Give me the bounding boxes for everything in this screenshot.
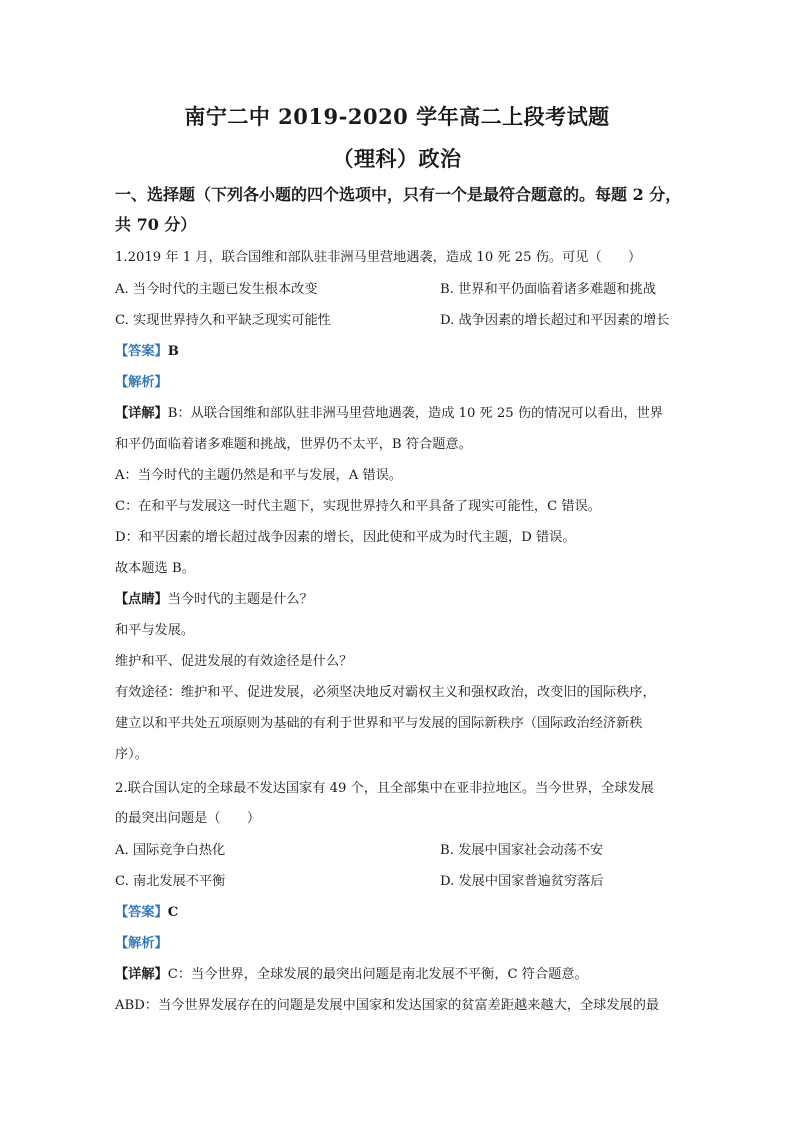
- q1-point-line-4: 有效途径：维护和平、促进发展，必须坚决地反对霸权主义和强权政治，改变旧的国际秩序，: [115, 685, 656, 700]
- section-heading-line-2: 共 70 分）: [115, 215, 197, 234]
- q2-option-a: A. 国际竞争白热化: [115, 843, 226, 858]
- q2-option-d: D. 发展中国家普遍贫穷落后: [440, 874, 604, 889]
- q1-detail-line-2: 和平仍面临着诸多难题和挑战，世界仍不太平，B 符合题意。: [115, 437, 472, 452]
- q2-option-c: C. 南北发展不平衡: [115, 874, 226, 889]
- detail-label: 【详解】: [115, 967, 168, 982]
- q2-answer-line: [115, 903, 685, 923]
- q1-option-d: D. 战争因素的增长超过和平因素的增长: [440, 313, 670, 328]
- q1-detail-line-1: [115, 404, 685, 424]
- q1-analysis-label: [115, 373, 685, 393]
- answer-value: C: [167, 905, 179, 920]
- answer-label: 【答案】: [115, 905, 168, 920]
- analysis-label: 【解析】: [115, 936, 168, 951]
- q1-point-line-6: 序）。: [115, 747, 148, 762]
- q1-point-line-2: 和平与发展。: [115, 623, 195, 638]
- q1-option-a: A. 当今时代的主题已发生根本改变: [115, 282, 318, 297]
- point-label: 【点睛】: [115, 592, 168, 607]
- analysis-label: 【解析】: [115, 375, 168, 390]
- detail-text: B：从联合国维和部队驻非洲马里营地遇袭，造成 10 死 25 伤的情况可以看出，世界: [167, 406, 663, 421]
- q1-detail-line-5: D：和平因素的增长超过战争因素的增长，因此使和平成为时代主题，D 错误。: [115, 530, 576, 545]
- question-1-stem: 1.2019 年 1 月，联合国维和部队驻非洲马里营地遇袭，造成 10 死 25 伤。可见（ ）: [115, 250, 642, 265]
- q1-option-b: B. 世界和平仍面临着诸多难题和挑战: [440, 282, 656, 297]
- q1-point-line-5: 建立以和平共处五项原则为基础的有利于世界和平与发展的国际新秩序（国际政治经济新秩: [115, 716, 643, 731]
- answer-label: 【答案】: [115, 344, 168, 359]
- detail-label: 【详解】: [115, 406, 168, 421]
- exam-title: 南宁二中 2019-2020 学年高二上段考试题: [184, 104, 610, 129]
- q1-answer-line: [115, 342, 685, 362]
- q2-detail-line-2: ABD：当今世界发展存在的问题是发展中国家和发达国家的贫富差距越来越大，全球发展的最: [115, 998, 660, 1013]
- q1-detail-line-6: 故本题选 B。: [115, 561, 195, 576]
- q1-option-c: C. 实现世界持久和平缺乏现实可能性: [115, 313, 331, 328]
- q1-detail-line-3: A：当今时代的主题仍然是和平与发展，A 错误。: [115, 468, 402, 483]
- answer-value: B: [167, 344, 179, 359]
- q2-option-b: B. 发展中国家社会动荡不安: [440, 843, 604, 858]
- exam-subtitle: （理科）政治: [332, 146, 462, 171]
- q1-detail-line-4: C：在和平与发展这一时代主题下，实现世界持久和平具备了现实可能性，C 错误。: [115, 499, 601, 514]
- point-question: 当今时代的主题是什么？: [167, 592, 313, 607]
- q2-detail-line-1: [115, 965, 685, 985]
- question-2-stem-line-1: 2.联合国认定的全球最不发达国家有 49 个，且全部集中在亚非拉地区。当今世界，全球发展: [115, 781, 654, 796]
- detail-text: C：当今世界，全球发展的最突出问题是南北发展不平衡，C 符合题意。: [167, 967, 588, 982]
- q1-point-line-3: 维护和平、促进发展的有效途径是什么？: [115, 654, 353, 669]
- q1-point-line-1: [115, 590, 685, 610]
- section-heading-line-1: 一、选择题（下列各小题的四个选项中，只有一个是最符合题意的。每题 2 分，: [115, 185, 682, 204]
- question-2-stem-line-2: 的最突出问题是（ ）: [115, 811, 261, 826]
- q2-analysis-label: [115, 934, 685, 954]
